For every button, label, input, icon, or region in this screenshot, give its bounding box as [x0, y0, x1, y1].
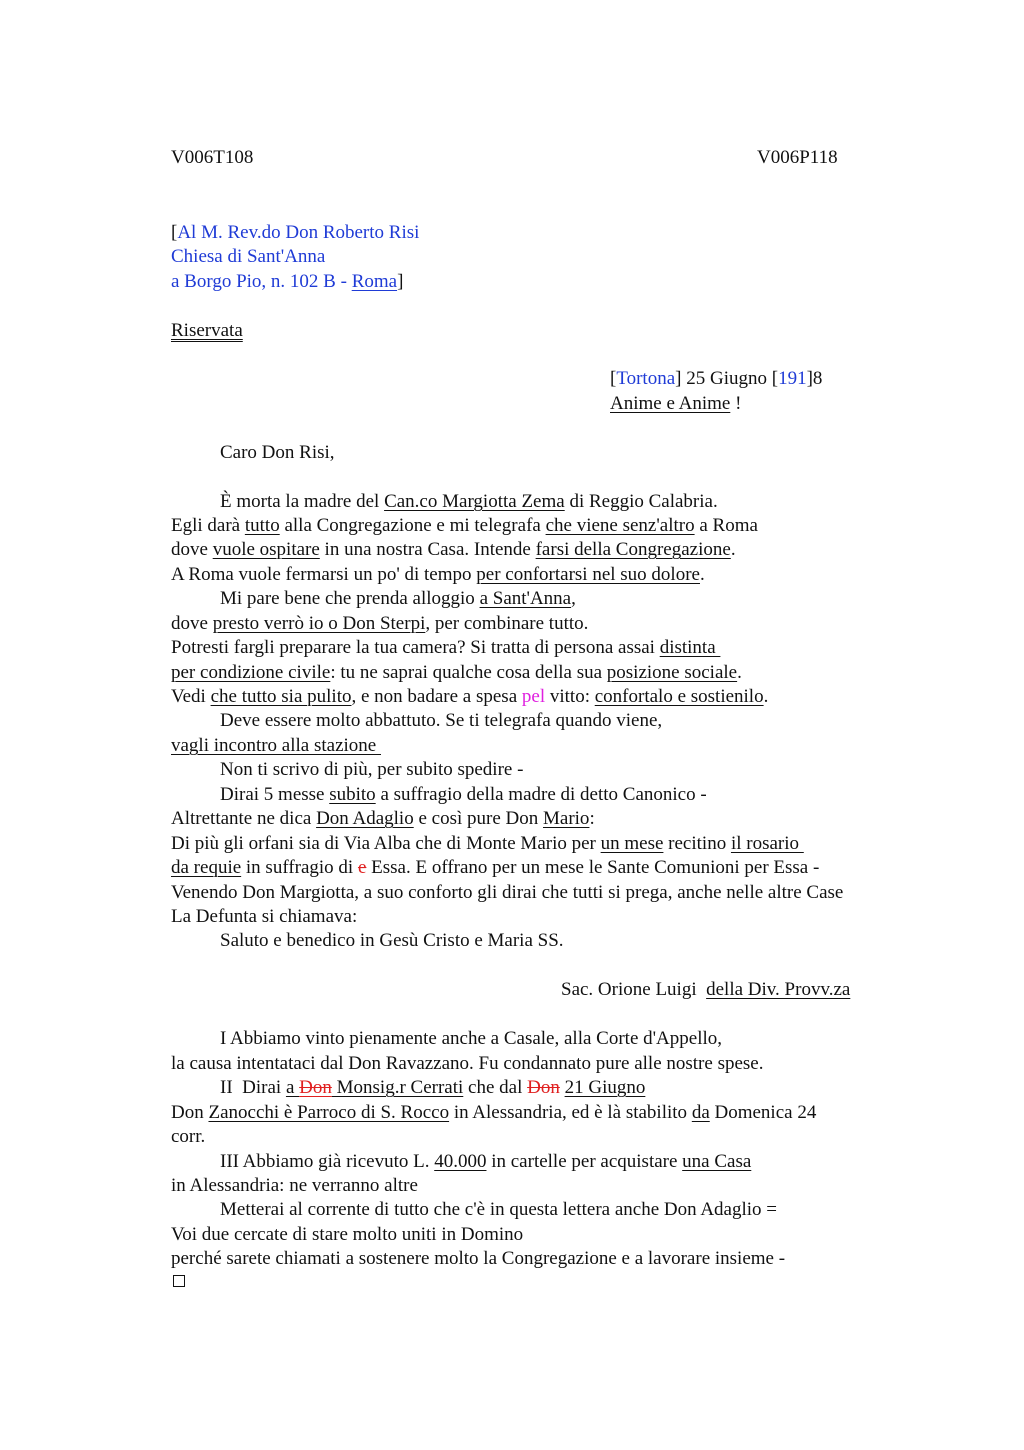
body-line: Deve essere molto abbattuto. Se ti telegrafa quando viene,: [220, 710, 663, 731]
closing-line: Saluto e benedico in Gesù Cristo e Maria SS.: [220, 930, 564, 951]
body-line: A Roma vuole fermarsi un po' di tempo per confortarsi nel suo dolore.: [171, 564, 705, 585]
body-line: Altrettante ne dica Don Adaglio e così pure Don Mario:: [171, 808, 595, 829]
address-line-3: a Borgo Pio, n. 102 B - Roma]: [171, 271, 404, 292]
body-line: La Defunta si chiamava:: [171, 906, 358, 927]
body-line: vagli incontro alla stazione: [171, 735, 381, 756]
salutation: Caro Don Risi,: [220, 442, 335, 463]
postscript-line: corr.: [171, 1126, 206, 1147]
body-line: per condizione civile: tu ne saprai qualche cosa della sua posizione sociale.: [171, 662, 742, 683]
postscript-line: Don Zanocchi è Parroco di S. Rocco in Alessandria, ed è là stabilito da Domenica 24: [171, 1102, 817, 1123]
document-code-right: V006P118: [757, 147, 838, 168]
body-line: da requie in suffragio di e Essa. E offrano per un mese le Sante Comunioni per Essa -: [171, 857, 820, 878]
dateline: [Tortona] 25 Giugno [191]8: [610, 368, 823, 389]
body-line: dove presto verrò io o Don Sterpi, per combinare tutto.: [171, 613, 589, 634]
document-code-left: V006T108: [171, 147, 254, 168]
body-line: È morta la madre del Can.co Margiotta Zema di Reggio Calabria.: [220, 491, 718, 512]
postscript-line: in Alessandria: ne verranno altre: [171, 1175, 418, 1196]
postscript-line: la causa intentataci dal Don Ravazzano. Fu condannato pure alle nostre spese.: [171, 1053, 764, 1074]
motto: Anime e Anime !: [610, 393, 742, 414]
body-line: Di più gli orfani sia di Via Alba che di Monte Mario per un mese recitino il rosario: [171, 833, 804, 854]
body-line: Venendo Don Margiotta, a suo conforto gli dirai che tutti si prega, anche nelle altre Case: [171, 882, 844, 903]
postscript-line: Voi due cercate di stare molto uniti in Domino: [171, 1224, 524, 1245]
body-line: Dirai 5 messe subito a suffragio della madre di detto Canonico -: [220, 784, 707, 805]
postscript-line: III Abbiamo già ricevuto L. 40.000 in cartelle per acquistare una Casa: [220, 1151, 752, 1172]
body-line: Mi pare bene che prenda alloggio a Sant'Anna,: [220, 588, 576, 609]
postscript-line: II Dirai a Don Monsig.r Cerrati che dal Don 21 Giugno: [220, 1077, 646, 1098]
postscript-line: I Abbiamo vinto pienamente anche a Casale, alla Corte d'Appello,: [220, 1028, 723, 1049]
body-line: dove vuole ospitare in una nostra Casa. Intende farsi della Congregazione.: [171, 539, 736, 560]
postscript-line: Metterai al corrente di tutto che c'è in questa lettera anche Don Adaglio =: [220, 1199, 778, 1220]
body-line: Potresti fargli preparare la tua camera? Si tratta di persona assai distinta: [171, 637, 721, 658]
body-line: Non ti scrivo di più, per subito spedire -: [220, 759, 524, 780]
body-line: Vedi che tutto sia pulito, e non badare a spesa pel vitto: confortalo e sostienilo.: [171, 686, 769, 707]
postscript-line: perché sarete chiamati a sostenere molto la Congregazione e a lavorare insieme -: [171, 1248, 786, 1269]
body-line: Egli darà tutto alla Congregazione e mi telegrafa che viene senz'altro a Roma: [171, 515, 758, 536]
address-line-2: Chiesa di Sant'Anna: [171, 246, 326, 267]
riservata-label: Riservata: [171, 320, 243, 341]
end-marker-box-icon: [173, 1275, 185, 1287]
signature: Sac. Orione Luigi della Div. Provv.za: [561, 979, 851, 1000]
address-line-1: [Al M. Rev.do Don Roberto Risi: [171, 222, 420, 243]
